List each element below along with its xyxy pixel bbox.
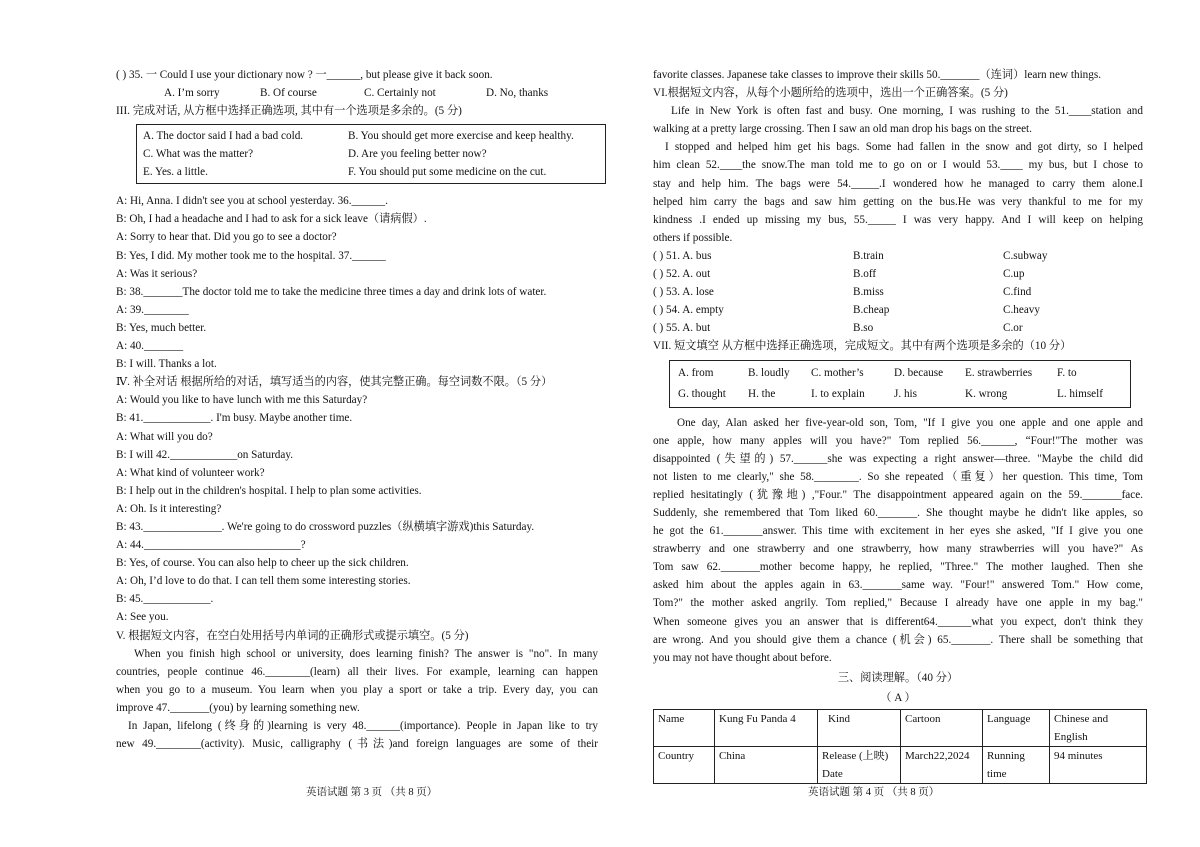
dialog-line: A: Was it serious? <box>116 267 198 280</box>
passage-line: One day, Alan asked her five-year-old son, Tom, "If I give you one apple and one apple and <box>677 416 1143 429</box>
choice-a: ( ) 51. A. bus <box>653 249 712 262</box>
choice-row <box>653 265 1143 283</box>
passage-line: In Japan, lifelong (终身的)learning is very 48.______(importance). People in Japan like to try <box>128 720 598 732</box>
passage-line: improve 47._______(you) by learning something new. <box>116 701 360 714</box>
choice-b: B.miss <box>853 286 884 299</box>
choice-b: B.cheap <box>853 304 890 317</box>
options-box <box>136 124 606 184</box>
passage-line: Life in New York is often fast and busy. One morning, I was rushing to the 51.____station and <box>671 105 1143 118</box>
dialog-line: B: 38._______The doctor told me to take the medicine three times a day and drink lots of water. <box>116 285 547 298</box>
options-row <box>143 163 599 181</box>
option-item: A. The doctor said I had a bad cold. <box>143 130 304 143</box>
option-item: D. Are you feeling better now? <box>348 148 487 161</box>
passage-line: When you finish high school or university, does learning finish? The answer is "no". In many <box>134 647 598 660</box>
section-6-title: VI.根据短文内容，从每个小题所给的选项中，选出一个正确答案。(5 分) <box>653 87 1008 100</box>
table-cell: Language <box>983 709 1050 746</box>
table-cell: China <box>715 746 818 783</box>
option-b: B. Of course <box>260 87 317 100</box>
right-page <box>653 66 1143 784</box>
choice-c: C.up <box>1003 268 1025 281</box>
passage-line: one apple, how many apples will you have?" Tom replied 56.______, “Four!"The mother was <box>653 434 1143 447</box>
choice-b: B.off <box>853 268 877 281</box>
passage-line: asked him about the apples again in 63._______same way. "Four!" answered Tom." How come, <box>653 579 1143 592</box>
word-bank-row <box>678 363 1122 384</box>
choice-c: C.heavy <box>1003 304 1040 317</box>
dialog-line: B: Yes, much better. <box>116 321 207 334</box>
dialog-line: A: 40._______ <box>116 340 184 353</box>
passage-line: are wrong. And you should give them a chance (机会) 65._______. There shall be something that <box>653 633 1143 646</box>
table-cell: Name <box>654 709 715 746</box>
option-a: A. I’m sorry <box>164 87 220 100</box>
movie-info-table <box>653 709 1147 784</box>
word-option: A. from <box>678 366 714 379</box>
passage-line: not listen to me clearly," she 58.________. So she repeated（重复）her question. This time, Tom <box>653 470 1143 483</box>
dialog-line: B: Oh, I had a headache and I had to ask for a sick leave（请病假）. <box>116 213 427 226</box>
dialog-line: A: What kind of volunteer work? <box>116 466 265 479</box>
passage-line: replied hesitatingly (犹豫地) ,"Four." The disappointment appeared again on the 59._______face. <box>653 488 1143 501</box>
section-4-title: Ⅳ. 补全对话 根据所给的对话，填写适当的内容，使其完整正确。每空词数不限。（5 分） <box>116 376 553 389</box>
option-item: F. You should put some medicine on the cut. <box>348 166 547 179</box>
word-bank-row <box>678 384 1122 405</box>
passage-line: favorite classes. Japanese take classes to improve their skills 50._______（连词）learn new things. <box>653 69 1102 81</box>
question-35-options <box>116 84 598 102</box>
section-7-title: VII. 短文填空 从方框中选择正确选项，完成短文。其中有两个选项是多余的（10 分） <box>653 340 1072 353</box>
dialog-line: A: Oh, I’d love to do that. I can tell them some interesting stories. <box>116 575 411 588</box>
dialog-line: A: What will you do? <box>116 430 213 443</box>
page-footer-right: 英语试题 第 4 页 （共 8 页） <box>808 787 940 798</box>
word-option: H. the <box>748 387 776 400</box>
table-cell: March22,2024 <box>901 746 983 783</box>
word-option: I. to explain <box>811 387 865 400</box>
passage-line: countries, people continue 46.________(learn) all their lives. For example, learning can happen <box>116 665 598 678</box>
table-row <box>654 709 1147 746</box>
table-cell: Country <box>654 746 715 783</box>
table-cell: Kung Fu Panda 4 <box>715 709 818 746</box>
option-item: C. What was the matter? <box>143 148 254 161</box>
section-3-title: III. 完成对话, 从方框中选择正确选项, 其中有一个选项是多余的。(5 分) <box>116 105 462 118</box>
choice-b: B.train <box>853 249 884 262</box>
word-option: F. to <box>1057 366 1077 379</box>
dialog-line: A: Oh. Is it interesting? <box>116 502 222 515</box>
passage-line: Tom?" the mother asked angrily. Tom replied," Because I already have one apple in my bag." <box>653 597 1143 610</box>
dialog-line: B: Yes, I did. My mother took me to the hospital. 37.______ <box>116 249 386 262</box>
table-cell: Chinese and English <box>1050 709 1147 746</box>
passage-line: he got the 61._______answer. This time with excitement in her eyes she asked, "If I give you one <box>653 525 1143 538</box>
table-cell: Running time <box>983 746 1050 783</box>
question-35: ( ) 35. 一 Could I use your dictionary now ? 一______, but please give it back soon. <box>116 69 493 81</box>
passage-line: kindness .I ended up missing my bus, 55._____ I was very happy. And I will keep on helping <box>653 213 1143 226</box>
word-option: E. strawberries <box>965 366 1033 379</box>
choice-a: ( ) 52. A. out <box>653 268 711 281</box>
dialog-line: B: I will. Thanks a lot. <box>116 358 217 371</box>
page-footer-left: 英语试题 第 3 页 （共 8 页） <box>306 787 438 798</box>
section-8-subtitle: （ A ） <box>880 691 916 704</box>
passage-line: Tom saw 62._______mother become happy, he replied, "Three." The mother laughed. Then she <box>653 561 1143 574</box>
word-option: D. because <box>894 366 944 379</box>
word-option: L. himself <box>1057 387 1103 400</box>
passage-line: Suddenly, she remembered that Tom liked 60._______. She thought maybe he didn't like apples, so <box>653 506 1143 519</box>
choice-c: C.find <box>1003 286 1032 299</box>
dialog-line: B: 41.____________. I'm busy. Maybe another time. <box>116 412 353 425</box>
option-item: B. You should get more exercise and keep healthy. <box>348 130 574 143</box>
dialog-line: A: Sorry to hear that. Did you go to see a doctor? <box>116 231 337 244</box>
dialog-line: B: I will 42.____________on Saturday. <box>116 448 294 461</box>
word-option: C. mother’s <box>811 366 864 379</box>
word-option: K. wrong <box>965 387 1008 400</box>
passage-line: When someone gives you an answer that is different64.______what you expect, don't think they <box>653 615 1143 628</box>
dialog-line: A: 44.____________________________? <box>116 539 306 552</box>
choice-c: C.or <box>1003 322 1023 335</box>
passage-line: others if possible. <box>653 231 733 244</box>
option-item: E. Yes. a little. <box>143 166 208 179</box>
table-row <box>654 746 1147 783</box>
dialog-line: B: 45.____________. <box>116 593 214 606</box>
table-cell: Cartoon <box>901 709 983 746</box>
passage-line: strawberry and one strawberry and one strawberry, how many strawberries will you have?" As <box>653 543 1143 556</box>
choice-row <box>653 283 1143 301</box>
table-cell: 94 minutes <box>1050 746 1147 783</box>
word-bank-box <box>669 360 1131 408</box>
passage-line: disappointed (失望的) 57.______she was expecting a right answer—three. "Maybe the child did <box>653 452 1143 465</box>
dialog-line: A: Hi, Anna. I didn't see you at school yesterday. 36.______. <box>116 195 388 208</box>
table-cell: Kind <box>818 709 901 746</box>
dialog-line: A: Would you like to have lunch with me this Saturday? <box>116 394 368 407</box>
choice-b: B.so <box>853 322 874 335</box>
word-option: G. thought <box>678 387 726 400</box>
choice-row <box>653 319 1143 337</box>
choice-c: C.subway <box>1003 249 1048 262</box>
dialog-line: B: I help out in the children's hospital. I help to plan some activities. <box>116 484 422 497</box>
passage-line: when you go to a museum. You learn when you play a sport or take a trip. Every day, you can <box>116 683 598 696</box>
dialog-line: B: Yes, of course. You can also help to cheer up the sick children. <box>116 557 409 570</box>
section-8-title: 三、阅读理解。（40 分） <box>837 671 959 684</box>
option-d: D. No, thanks <box>486 87 549 100</box>
word-option: B. loudly <box>748 366 790 379</box>
passage-line: I stopped and helped him get his bags. Some had fallen in the snow and got dirty, so I helped <box>665 141 1143 154</box>
passage-line: walking at a pretty large crossing. Then I saw an old man drop his bags on the street. <box>653 123 1032 136</box>
dialog-line: A: See you. <box>116 611 169 624</box>
options-row <box>143 127 599 145</box>
option-c: C. Certainly not <box>364 87 436 100</box>
choice-a: ( ) 53. A. lose <box>653 286 714 299</box>
section-5-title: V. 根据短文内容，在空白处用括号内单词的正确形式或提示填空。(5 分) <box>116 629 469 642</box>
word-option: J. his <box>894 387 918 400</box>
dialog-line: B: 43.______________. We're going to do crossword puzzles（纵横填字游戏)this Saturday. <box>116 520 535 533</box>
choice-a: ( ) 54. A. empty <box>653 304 724 317</box>
table-cell: Release (上映)Date <box>818 746 901 783</box>
passage-line: helped him carry the bags and saw him getting on the bus.He was very thankful to me for my <box>653 195 1143 208</box>
options-row <box>143 145 599 163</box>
passage-line: you may not have thought about before. <box>653 651 832 664</box>
passage-line: him clean 52.____the snow.The man told me to go on or I would 53.____ my bus, but I chose to <box>653 159 1143 172</box>
passage-line: stay and help him. The bags were 54._____.I wondered how he managed to carry them alone.I <box>653 177 1143 190</box>
passage-line: new 49.________(activity). Music, calligraphy (书法)and foreign languages are some of their <box>116 738 598 751</box>
choice-row <box>653 301 1143 319</box>
choice-row <box>653 247 1143 265</box>
left-page <box>116 66 598 753</box>
dialog-line: A: 39.________ <box>116 303 189 316</box>
choice-a: ( ) 55. A. but <box>653 322 711 335</box>
